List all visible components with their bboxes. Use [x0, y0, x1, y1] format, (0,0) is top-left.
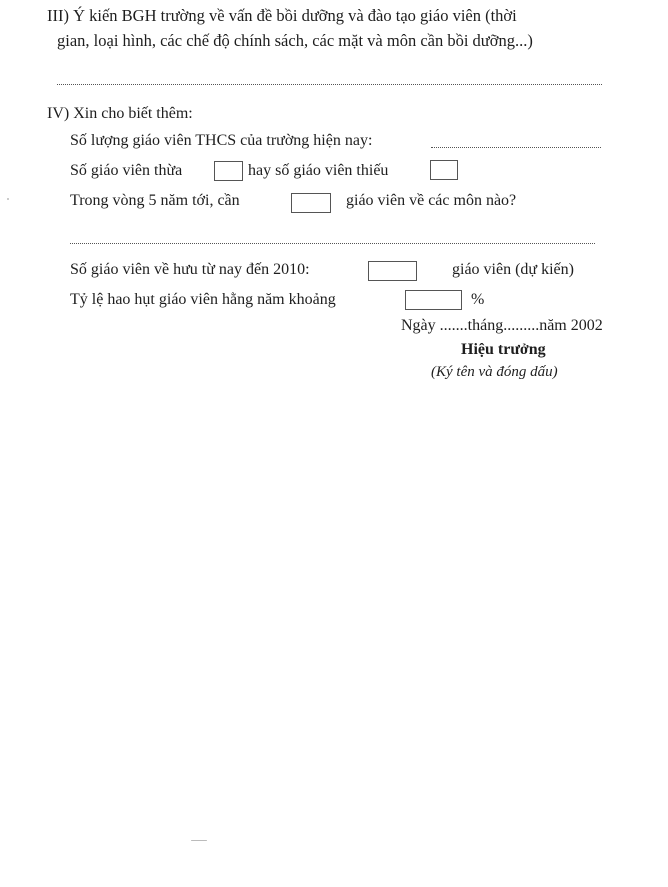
surplus-label: Số giáo viên thừa [70, 162, 183, 179]
teacher-count-field[interactable] [431, 147, 601, 148]
signature-title: Hiệu trưởng [461, 341, 546, 358]
section-iii-line1: III) Ý kiến BGH trường về vấn đề bồi dưỡng và đào tạo giáo viên (thời [47, 6, 517, 25]
five-year-needed-box[interactable] [291, 193, 331, 213]
attrition-rate-box[interactable] [405, 290, 462, 310]
surplus-count-box[interactable] [214, 161, 243, 181]
section-iv-heading: IV) Xin cho biết thêm: [47, 105, 193, 122]
scan-speck [7, 198, 9, 200]
retire-count-box[interactable] [368, 261, 417, 281]
date-line: Ngày .......tháng.........năm 2002 [401, 317, 603, 334]
shortage-label: hay số giáo viên thiếu [248, 162, 389, 179]
section-iii-answer-line[interactable] [57, 84, 602, 85]
retire-label: Số giáo viên về hưu từ nay đến 2010: [70, 261, 310, 278]
section-iii-line2: gian, loại hình, các chế độ chính sách, các mặt và môn cần bồi dưỡng...) [57, 31, 533, 50]
five-year-suffix: giáo viên về các môn nào? [346, 192, 517, 209]
retire-suffix: giáo viên (dự kiến) [452, 261, 574, 278]
five-year-prefix: Trong vòng 5 năm tới, cần [70, 192, 240, 209]
signature-instruction: (Ký tên và đóng dấu) [431, 364, 558, 380]
scan-speck [191, 840, 207, 841]
teacher-count-label: Số lượng giáo viên THCS của trường hiện nay: [70, 132, 373, 149]
attrition-unit: % [471, 291, 485, 308]
subjects-answer-line[interactable] [70, 243, 595, 244]
attrition-label: Tỷ lệ hao hụt giáo viên hằng năm khoảng [70, 291, 336, 308]
shortage-count-box[interactable] [430, 160, 458, 180]
